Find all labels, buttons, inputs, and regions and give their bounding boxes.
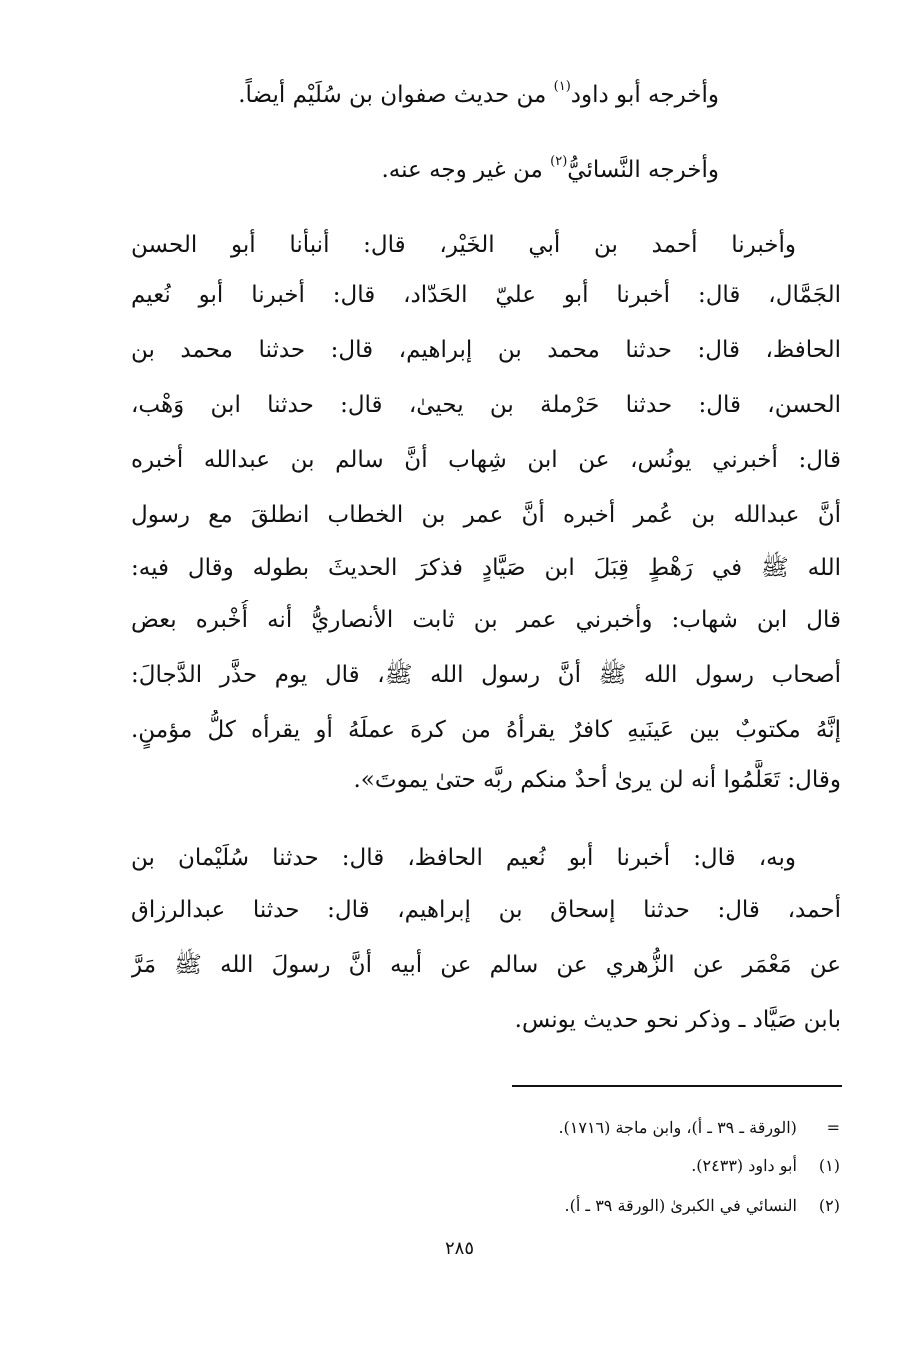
paragraph-4-line-text: أحمد، قال: حدثنا إسحاق بن إبراهيم، قال: حدثنا عبدالرزاق bbox=[131, 897, 841, 923]
paragraph-3-line-text: إنَّهُ مكتوبٌ بين عَينَيهِ كافرٌ يقرأهُ من كرهَ عملَهُ أو يقرأه كلُّ مؤمنٍ. bbox=[131, 717, 841, 743]
paragraph-3-line-text: الله ﷺ في رَهْطٍ قِبَلَ ابن صَيَّادٍ فذكرَ الحديثَ بطوله وقال فيه: bbox=[131, 555, 841, 581]
paragraph-1-line bbox=[69, 75, 779, 115]
paragraph-4-line bbox=[131, 945, 841, 985]
paragraph-2-text-rest: من غير وجه عنه. bbox=[381, 157, 551, 183]
paragraph-3-line-text: الحسن، قال: حدثنا حَرْملة بن يحيىٰ، قال: حدثنا ابن وَهْب، bbox=[131, 392, 841, 418]
paragraph-3-line bbox=[131, 225, 841, 265]
footnote-mark: = bbox=[826, 1118, 840, 1137]
paragraph-3-line bbox=[131, 330, 841, 370]
paragraph-3-line bbox=[131, 710, 841, 750]
footnote-mark: (١) bbox=[818, 1156, 840, 1175]
paragraph-3-line-text: الحافظ، قال: حدثنا محمد بن إبراهيم، قال: حدثنا محمد بن bbox=[131, 337, 841, 363]
paragraph-3-line bbox=[131, 600, 841, 640]
footnote-text: أبو داود (٢٤٣٣). bbox=[691, 1156, 797, 1175]
paragraph-3-line-text: الجَمَّال، قال: أخبرنا أبو عليّ الحَدّاد، قال: أخبرنا أبو نُعيم bbox=[131, 282, 841, 308]
footnote-separator bbox=[512, 1085, 842, 1087]
paragraph-4-line-text: بابن صَيَّاد ـ وذكر نحو حديث يونس. bbox=[514, 1007, 841, 1033]
paragraph-2-text-main: وأخرجه النَّسائيُّ bbox=[567, 157, 719, 183]
footnote-ref-2[interactable]: (٢) bbox=[550, 154, 568, 169]
paragraph-3-line bbox=[131, 655, 841, 695]
page-number: ٢٨٥ bbox=[444, 1238, 474, 1259]
footnote-2 bbox=[240, 1193, 840, 1219]
paragraph-3-line bbox=[131, 495, 841, 535]
footnote-text: (الورقة ـ ٣٩ ـ أ)، وابن ماجة (١٧١٦). bbox=[558, 1118, 797, 1137]
paragraph-4-line bbox=[131, 1000, 841, 1040]
footnote-continuation bbox=[240, 1115, 840, 1141]
footnote-ref-1[interactable]: (١) bbox=[553, 79, 571, 94]
paragraph-3-line bbox=[131, 275, 841, 315]
paragraph-3-line-text: وقال: تَعَلَّمُوا أنه لن يرىٰ أحدٌ منكم ربَّه حتىٰ يموتَ». bbox=[353, 767, 841, 793]
footnote-1 bbox=[240, 1153, 840, 1179]
paragraph-4-line-text: عن مَعْمَر عن الزُّهري عن سالم عن أبيه أنَّ رسولَ الله ﷺ مَرَّ bbox=[131, 952, 841, 978]
paragraph-3-line bbox=[131, 548, 841, 588]
paragraph-4-line bbox=[131, 890, 841, 930]
paragraph-3-line-text: أصحاب رسول الله ﷺ أنَّ رسول الله ﷺ، قال يوم حذَّر الدَّجالَ: bbox=[131, 662, 841, 688]
paragraph-3-line-text: أنَّ عبدالله بن عُمر أخبره أنَّ عمر بن الخطاب انطلقَ مع رسول bbox=[131, 502, 841, 528]
paragraph-3-line bbox=[131, 760, 841, 800]
paragraph-2-line bbox=[69, 150, 779, 190]
footnote-mark: (٢) bbox=[818, 1196, 840, 1215]
paragraph-3-line bbox=[131, 385, 841, 425]
paragraph-3-line-text: قال: أخبرني يونُس، عن ابن شِهاب أنَّ سالم بن عبدالله أخبره bbox=[131, 447, 841, 473]
paragraph-1-text-rest: من حديث صفوان بن سُلَيْم أيضاً. bbox=[238, 82, 554, 108]
paragraph-4-line bbox=[131, 838, 841, 878]
paragraph-3-line bbox=[131, 440, 841, 480]
paragraph-3-line-text: وأخبرنا أحمد بن أبي الخَيْر، قال: أنبأنا أبو الحسن bbox=[131, 232, 796, 258]
paragraph-1-text-main: وأخرجه أبو داود bbox=[570, 82, 719, 108]
footnote-text: النسائي في الكبرىٰ (الورقة ٣٩ ـ أ). bbox=[564, 1196, 797, 1215]
paragraph-3-line-text: قال ابن شهاب: وأخبرني عمر بن ثابت الأنصاريُّ أنه أُخْبره بعض bbox=[131, 607, 841, 633]
paragraph-4-line-text: وبه، قال: أخبرنا أبو نُعيم الحافظ، قال: حدثنا سُلَيْمان بن bbox=[131, 845, 796, 871]
